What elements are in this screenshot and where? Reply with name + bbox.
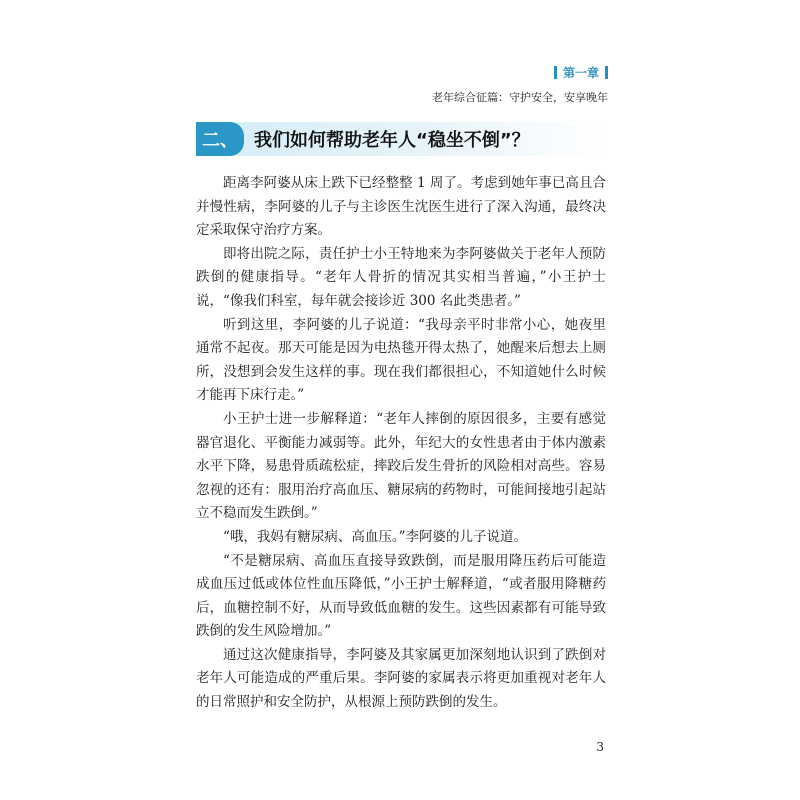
chapter-bar-right: [605, 66, 608, 79]
paragraph: 通过这次健康指导，李阿婆及其家属更加深刻地认识到了跌倒对老年人可能造成的严重后果。李阿婆的家属表示将更加重视对老年人的日常照护和安全防护，从根源上预防跌倒的发生。: [196, 646, 606, 711]
paragraph: 距离李阿婆从床上跌下已经整整 1 周了。考虑到她年事已高且合并慢性病，李阿婆的儿子与主诊医生沈医生进行了深入沟通，最终决定采取保守治疗方案。: [196, 175, 606, 239]
paragraph: “哦，我妈有糖尿病、高血压。”李阿婆的儿子说道。: [223, 528, 528, 545]
section-heading: [196, 122, 606, 156]
paragraph: 小王护士进一步解释道：“老年人摔倒的原因很多，主要有感觉器官退化、平衡能力减弱等。此外，年纪大的女性患者由于体内激素水平下降，易患骨质疏松症，摔跤后发生骨折的风险相对高些。容易忽视的还有：服用治疗高血压、糖尿病的药物时，可能间接地引起站立不稳而发生跌倒。”: [196, 410, 606, 522]
section-title: 我们如何帮助老年人“稳坐不倒”？: [254, 130, 530, 151]
paragraph: 即将出院之际，责任护士小王特地来为李阿婆做关于老年人预防跌倒的健康指导。“老年人骨折的情况其实相当普遍，”小王护士说，“像我们科室，每年就会接诊近 300 名此类患者。”: [196, 245, 606, 309]
section-number: 二、: [196, 122, 244, 156]
body-text: [196, 172, 606, 715]
paragraph: “不是糖尿病、高血压直接导致跌倒，而是服用降压药后可能造成血压过低或体位性血压降低，”小王护士解释道，“或者服用降糖药后，血糖控制不好，从而导致低血糖的发生。这些因素都有可能导致跌倒的发生风险增加。”: [196, 552, 606, 640]
paragraph: 听到这里，李阿婆的儿子说道：“我母亲平时非常小心，她夜里通常不起夜。那天可能是因为电热毯开得太热了，她醒来后想去上厕所，没想到会发生这样的事。现在我们都很担心，不知道她什么时候才能再下床行走。”: [196, 316, 606, 404]
chapter-title: 第一章: [562, 66, 599, 80]
chapter-subtitle: 老年综合征篇：守护安全，安享晚年: [432, 91, 608, 104]
running-header: [432, 64, 608, 105]
chapter-label: [554, 64, 608, 81]
page-number: 3: [596, 740, 604, 754]
chapter-bar-left: [554, 66, 557, 79]
